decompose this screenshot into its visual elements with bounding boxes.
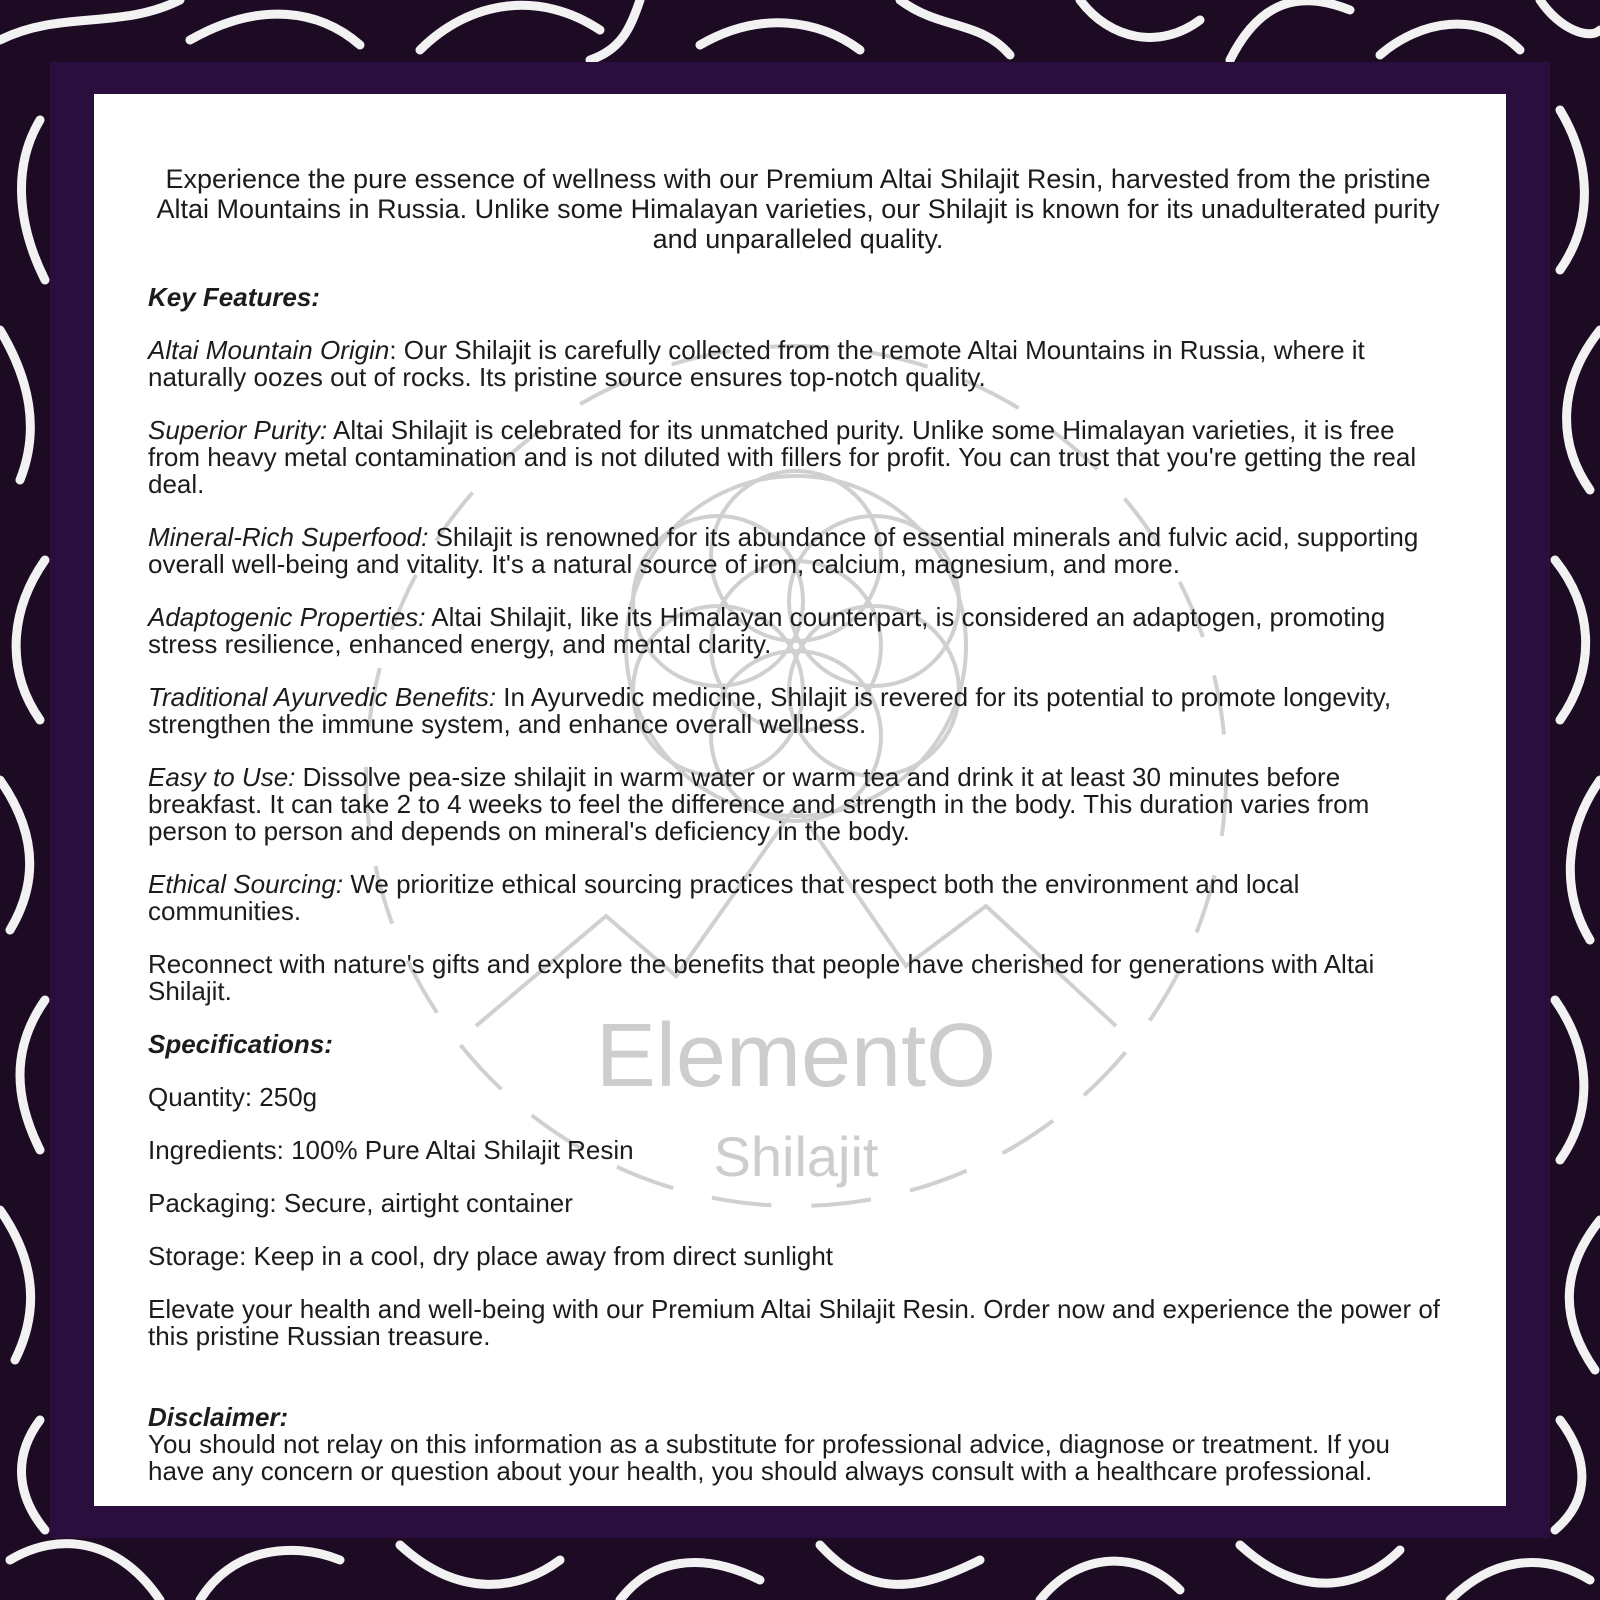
feature-text: In Ayurvedic medicine, Shilajit is revered for its potential to promote longevity, strengthen the immune system, and enhance overall wellness. [148, 682, 1392, 739]
spec-item: Ingredients: 100% Pure Altai Shilajit Resin [148, 1135, 634, 1165]
feature-text: Dissolve pea-size shilajit in warm water or warm tea and drink it at least 30 minutes before breakfast. It can take 2 to 4 weeks to feel the difference and strength in the body. This duration varies from person to person and depends on mineral's deficiency in the body. [148, 762, 1370, 846]
feature-paragraph [148, 684, 1448, 738]
feature-paragraph [148, 764, 1448, 845]
closing-paragraph: Elevate your health and well-being with our Premium Altai Shilajit Resin. Order now and experience the power of this pristine Russian treasure. [148, 1294, 1441, 1351]
feature-paragraph [148, 524, 1448, 578]
feature-label: Altai Mountain Origin [148, 335, 390, 365]
disclaimer-heading: Disclaimer: [148, 1402, 289, 1432]
feature-paragraph [148, 417, 1448, 498]
feature-label: Traditional Ayurvedic Benefits: [148, 682, 497, 712]
spec-item: Packaging: Secure, airtight container [148, 1188, 573, 1218]
spec-item: Storage: Keep in a cool, dry place away from direct sunlight [148, 1241, 834, 1271]
intro-paragraph: Experience the pure essence of wellness with our Premium Altai Shilajit Resin, harvested from the pristine Altai Mountains in Russia. Unlike some Himalayan varieties, our Shilajit is known for its unadulterated purity and unparalleled quality. [156, 164, 1440, 254]
specifications-list [148, 1084, 1448, 1270]
specifications-heading: Specifications: [148, 1029, 333, 1059]
feature-text: : Our Shilajit is carefully collected from the remote Altai Mountains in Russia, where it naturally oozes out of rocks. Its pristine source ensures top-notch quality. [148, 335, 1365, 392]
feature-label: Mineral-Rich Superfood: [148, 522, 429, 552]
feature-label: Ethical Sourcing: [148, 869, 344, 899]
feature-text: Altai Shilajit is celebrated for its unmatched purity. Unlike some Himalayan varieties, it is free from heavy metal contamination and is not diluted with fillers for profit. You can trust that you're getting the real deal. [148, 415, 1417, 499]
watermark-brand-text: ElementO [595, 1006, 997, 1106]
feature-label: Adaptogenic Properties: [148, 602, 426, 632]
feature-label: Superior Purity: [148, 415, 328, 445]
feature-paragraph [148, 337, 1448, 391]
spec-item: Quantity: 250g [148, 1082, 318, 1112]
feature-paragraph [148, 604, 1448, 658]
feature-text: Shilajit is renowned for its abundance of essential minerals and fulvic acid, supporting overall well-being and vitality. It's a natural source of iron, calcium, magnesium, and more. [148, 522, 1419, 579]
reconnect-paragraph: Reconnect with nature's gifts and explore the benefits that people have cherished for generations with Altai Shilajit. [148, 949, 1375, 1006]
watermark-sub-text: Shilajit [713, 1125, 879, 1188]
key-features-heading: Key Features: [148, 282, 320, 312]
feature-label: Easy to Use: [148, 762, 296, 792]
feature-paragraph [148, 871, 1448, 925]
feature-text: We prioritize ethical sourcing practices that respect both the environment and local communities. [148, 869, 1300, 926]
feature-text: Altai Shilajit, like its Himalayan counterpart, is considered an adaptogen, promoting stress resilience, enhanced energy, and mental clarity. [148, 602, 1386, 659]
disclaimer-text: You should not relay on this information as a substitute for professional advice, diagnose or treatment. If you have any concern or question about your health, you should always consult with a healthcare professional. [148, 1429, 1390, 1486]
description-content [148, 164, 1448, 1506]
content-panel [94, 94, 1506, 1506]
